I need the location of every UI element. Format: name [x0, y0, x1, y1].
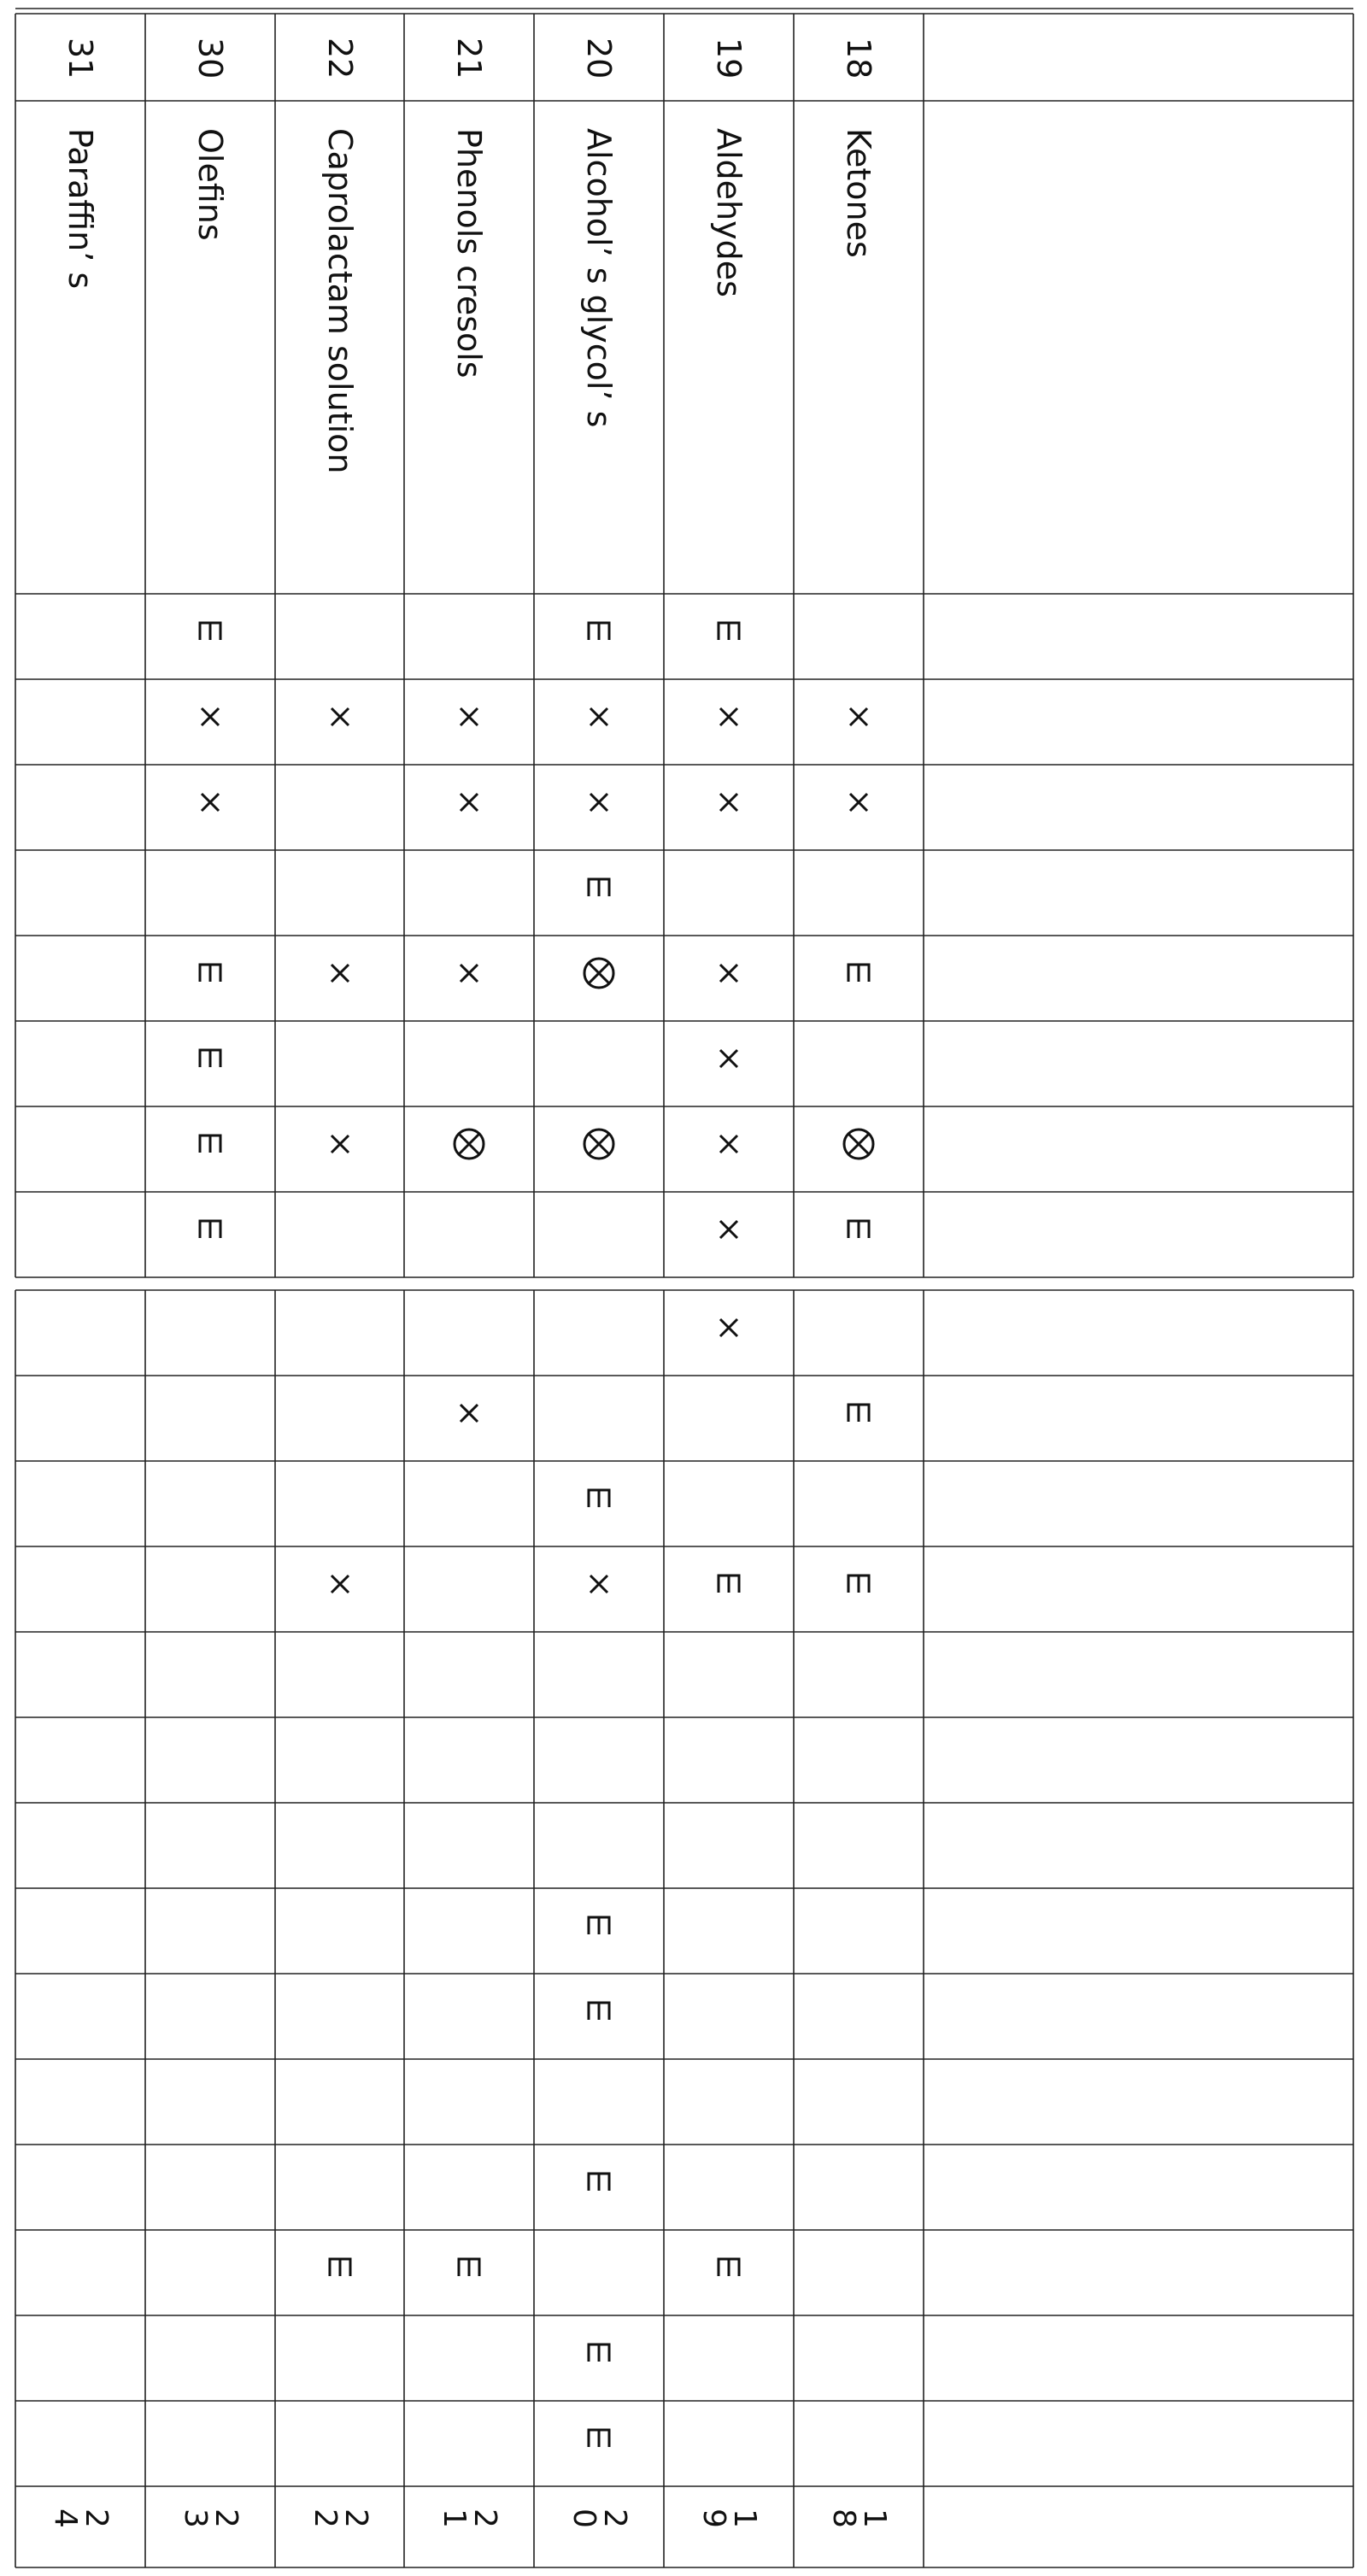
column-number: 22 [320, 38, 359, 79]
mark-e-icon [582, 1909, 616, 1943]
column-header: Ketones [840, 128, 877, 258]
mark-circled-x-icon [452, 1127, 486, 1161]
mark-x-icon [842, 785, 876, 819]
column-number: 30 [191, 38, 229, 79]
mark-x-icon [193, 785, 227, 819]
mark-x-icon [712, 700, 746, 734]
footer-number-digit: 2 [307, 2509, 343, 2528]
column-number: 31 [62, 38, 99, 79]
footer-number-digit: 2 [208, 2509, 243, 2528]
mark-e-icon [193, 956, 227, 990]
mark-e-icon [712, 2250, 746, 2285]
mark-x-icon [712, 1042, 746, 1076]
footer-number-digit: 3 [178, 2509, 213, 2528]
column-header: Phenols cresols [450, 128, 488, 378]
mark-e-icon [323, 2250, 357, 2285]
column-header: Paraffin’ s [62, 128, 99, 290]
mark-e-icon [842, 1567, 876, 1601]
mark-x-icon [193, 700, 227, 734]
mark-e-icon [193, 1212, 227, 1247]
mark-x-icon [323, 956, 357, 990]
footer-number-digit: 2 [79, 2509, 114, 2528]
mark-e-icon [842, 1396, 876, 1430]
mark-e-icon [582, 614, 616, 648]
footer-number-digit: 8 [826, 2509, 861, 2528]
mark-circled-x-icon [582, 956, 616, 990]
mark-circled-x-icon [582, 1127, 616, 1161]
mark-e-icon [582, 2336, 616, 2370]
footer-number-digit: 2 [467, 2509, 502, 2528]
mark-e-icon [452, 2250, 486, 2285]
column-number: 21 [450, 38, 488, 79]
footer-number-digit: 1 [437, 2509, 472, 2528]
mark-e-icon [582, 1994, 616, 2028]
footer-number-digit: 4 [48, 2509, 83, 2528]
footer-number-digit: 1 [857, 2509, 892, 2528]
footer-number-digit: 1 [727, 2509, 762, 2528]
mark-e-icon [582, 2165, 616, 2199]
mark-circled-x-icon [842, 1127, 876, 1161]
mark-e-icon [193, 1042, 227, 1076]
mark-x-icon [712, 956, 746, 990]
mark-x-icon [712, 1127, 746, 1161]
mark-x-icon [452, 700, 486, 734]
mark-x-icon [323, 1567, 357, 1601]
mark-e-icon [712, 1567, 746, 1601]
mark-e-icon [582, 1482, 616, 1516]
column-number: 18 [840, 38, 877, 79]
mark-x-icon [452, 785, 486, 819]
column-header: Alcohol’ s glycol’ s [580, 128, 618, 428]
mark-x-icon [712, 785, 746, 819]
mark-e-icon [582, 871, 616, 905]
mark-x-icon [842, 700, 876, 734]
mark-x-icon [452, 1396, 486, 1430]
mark-e-icon [193, 1127, 227, 1161]
footer-number-digit: 2 [597, 2509, 632, 2528]
mark-x-icon [712, 1212, 746, 1247]
column-number: 19 [710, 38, 748, 79]
mark-x-icon [452, 956, 486, 990]
mark-x-icon [323, 1127, 357, 1161]
column-header: Caprolactam solution [320, 128, 359, 474]
footer-number-digit: 9 [696, 2509, 731, 2528]
footer-number-digit: 0 [566, 2509, 601, 2528]
column-header: Olefins [191, 128, 229, 241]
mark-x-icon [582, 700, 616, 734]
mark-e-icon [193, 614, 227, 648]
column-header: Aldehydes [710, 128, 748, 297]
mark-x-icon [323, 700, 357, 734]
footer-number-digit: 2 [337, 2509, 373, 2528]
mark-x-icon [582, 1567, 616, 1601]
mark-x-icon [582, 785, 616, 819]
mark-e-icon [712, 614, 746, 648]
mark-x-icon [712, 1311, 746, 1345]
column-number: 20 [580, 38, 618, 79]
mark-e-icon [582, 2421, 616, 2456]
mark-e-icon [842, 956, 876, 990]
mark-e-icon [842, 1212, 876, 1247]
